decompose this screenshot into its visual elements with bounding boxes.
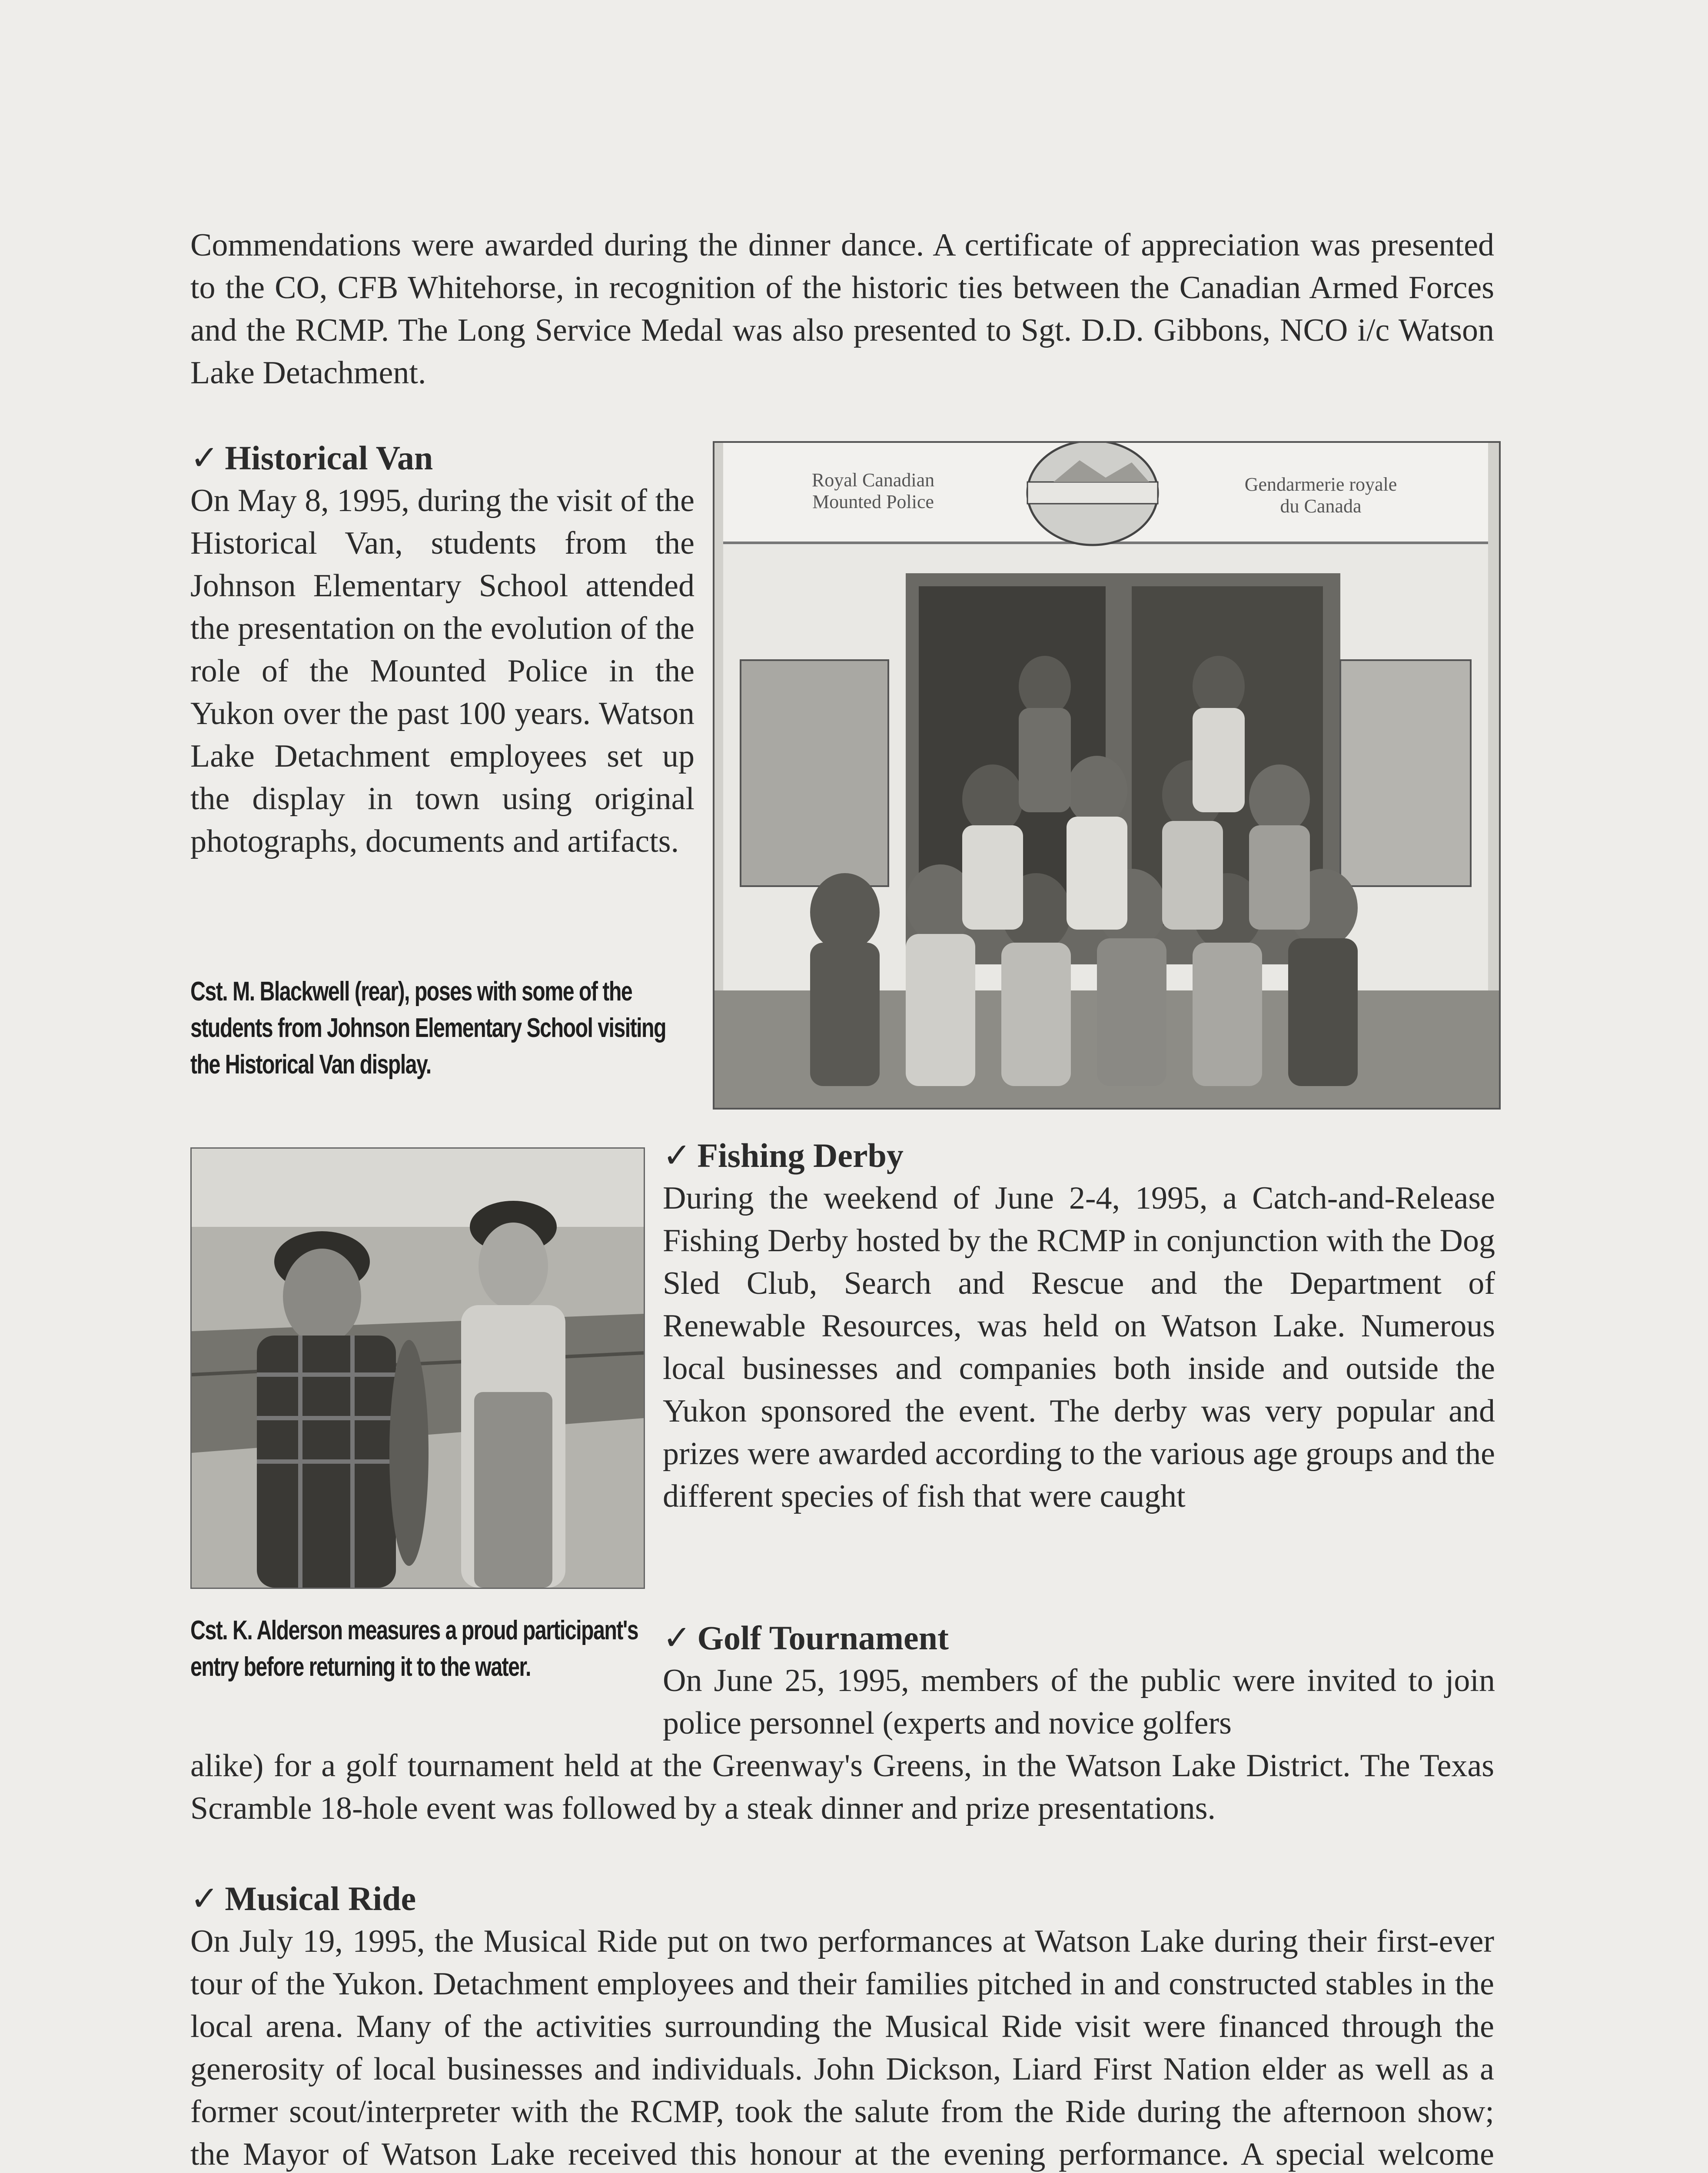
fishing-derby-caption: Cst. K. Alderson measures a proud participant's entry before returning it to the water. xyxy=(190,1615,638,1682)
fishing-derby-heading xyxy=(663,1134,904,1177)
fishing-derby-body: During the weekend of June 2-4, 1995, a Catch-and-Release Fishing Derby hosted by the RCMP in conjunction with the Dog Sled Club, Search and Rescue and the Department of Renewable Resources, was held on Watson Lake. Numerous local businesses and companies both inside and outside the Yukon sponsored the event. The derby was very popular and prizes were awarded according to the various age groups and the different species of fish that were caught xyxy=(663,1180,1495,1514)
svg-text:Mounted Police: Mounted Police xyxy=(812,491,934,512)
golf-tournament-body-start: On June 25, 1995, members of the public were invited to join police personnel (experts and novice golfers xyxy=(663,1663,1495,1741)
checkmark-icon: ✓ xyxy=(190,439,219,477)
checkmark-icon: ✓ xyxy=(190,1880,219,1917)
photo-sign-left: Royal Canadian xyxy=(811,469,935,491)
golf-tournament-body-end: alike) for a golf tournament held at the Greenway's Greens, in the Watson Lake District. The Texas Scramble 18-hole event was followed by a steak dinner and prize presentations. xyxy=(190,1748,1494,1826)
golf-tournament-heading xyxy=(663,1617,949,1659)
golf-tournament-heading-text: Golf Tournament xyxy=(697,1619,949,1657)
historical-van-photo xyxy=(713,441,1501,1110)
svg-text:du Canada: du Canada xyxy=(1280,495,1362,517)
musical-ride-heading-text: Musical Ride xyxy=(225,1880,416,1917)
fishing-derby-photo xyxy=(190,1147,645,1589)
intro-paragraph: Commendations were awarded during the dinner dance. A certificate of appreciation was presented to the CO, CFB Whitehorse, in recognition of the historic ties between the Canadian Armed Forces and the RCMP. The Long Service Medal was also presented to Sgt. D.D. Gibbons, NCO i/c Watson Lake Detachment. xyxy=(190,227,1494,391)
photo-sign-right: Gendarmerie royale xyxy=(1244,474,1397,495)
fishing-derby-heading-text: Fishing Derby xyxy=(697,1136,904,1174)
historical-van-heading-text: Historical Van xyxy=(225,439,433,477)
musical-ride-body: On July 19, 1995, the Musical Ride put on two performances at Watson Lake during their first-ever tour of the Yukon. Detachment employees and their families pitched in and constructed stables in the local arena. Many of the activities surrounding the Musical Ride visit were financed through the generosity of local businesses and individuals. John Dickson, Liard First Nation elder as well as a former scout/interpreter with the RCMP, took the salute from the Ride during the afternoon show; the Mayor of Watson Lake received this honour at the evening performance. A special welcome xyxy=(190,1924,1494,2172)
checkmark-icon: ✓ xyxy=(663,1619,691,1657)
historical-van-caption: Cst. M. Blackwell (rear), poses with some of the students from Johnson Elementary School visiting the Historical Van display. xyxy=(190,977,666,1080)
checkmark-icon: ✓ xyxy=(663,1136,691,1174)
historical-van-body: On May 8, 1995, during the visit of the Historical Van, students from the Johnson Elementary School attended the presentation on the evolution of the role of the Mounted Police in the Yukon over the past 100 years. Watson Lake Detachment employees set up the display in town using original photographs, documents and artifacts. xyxy=(190,483,694,859)
historical-van-heading xyxy=(190,437,433,479)
musical-ride-heading xyxy=(190,1877,416,1920)
